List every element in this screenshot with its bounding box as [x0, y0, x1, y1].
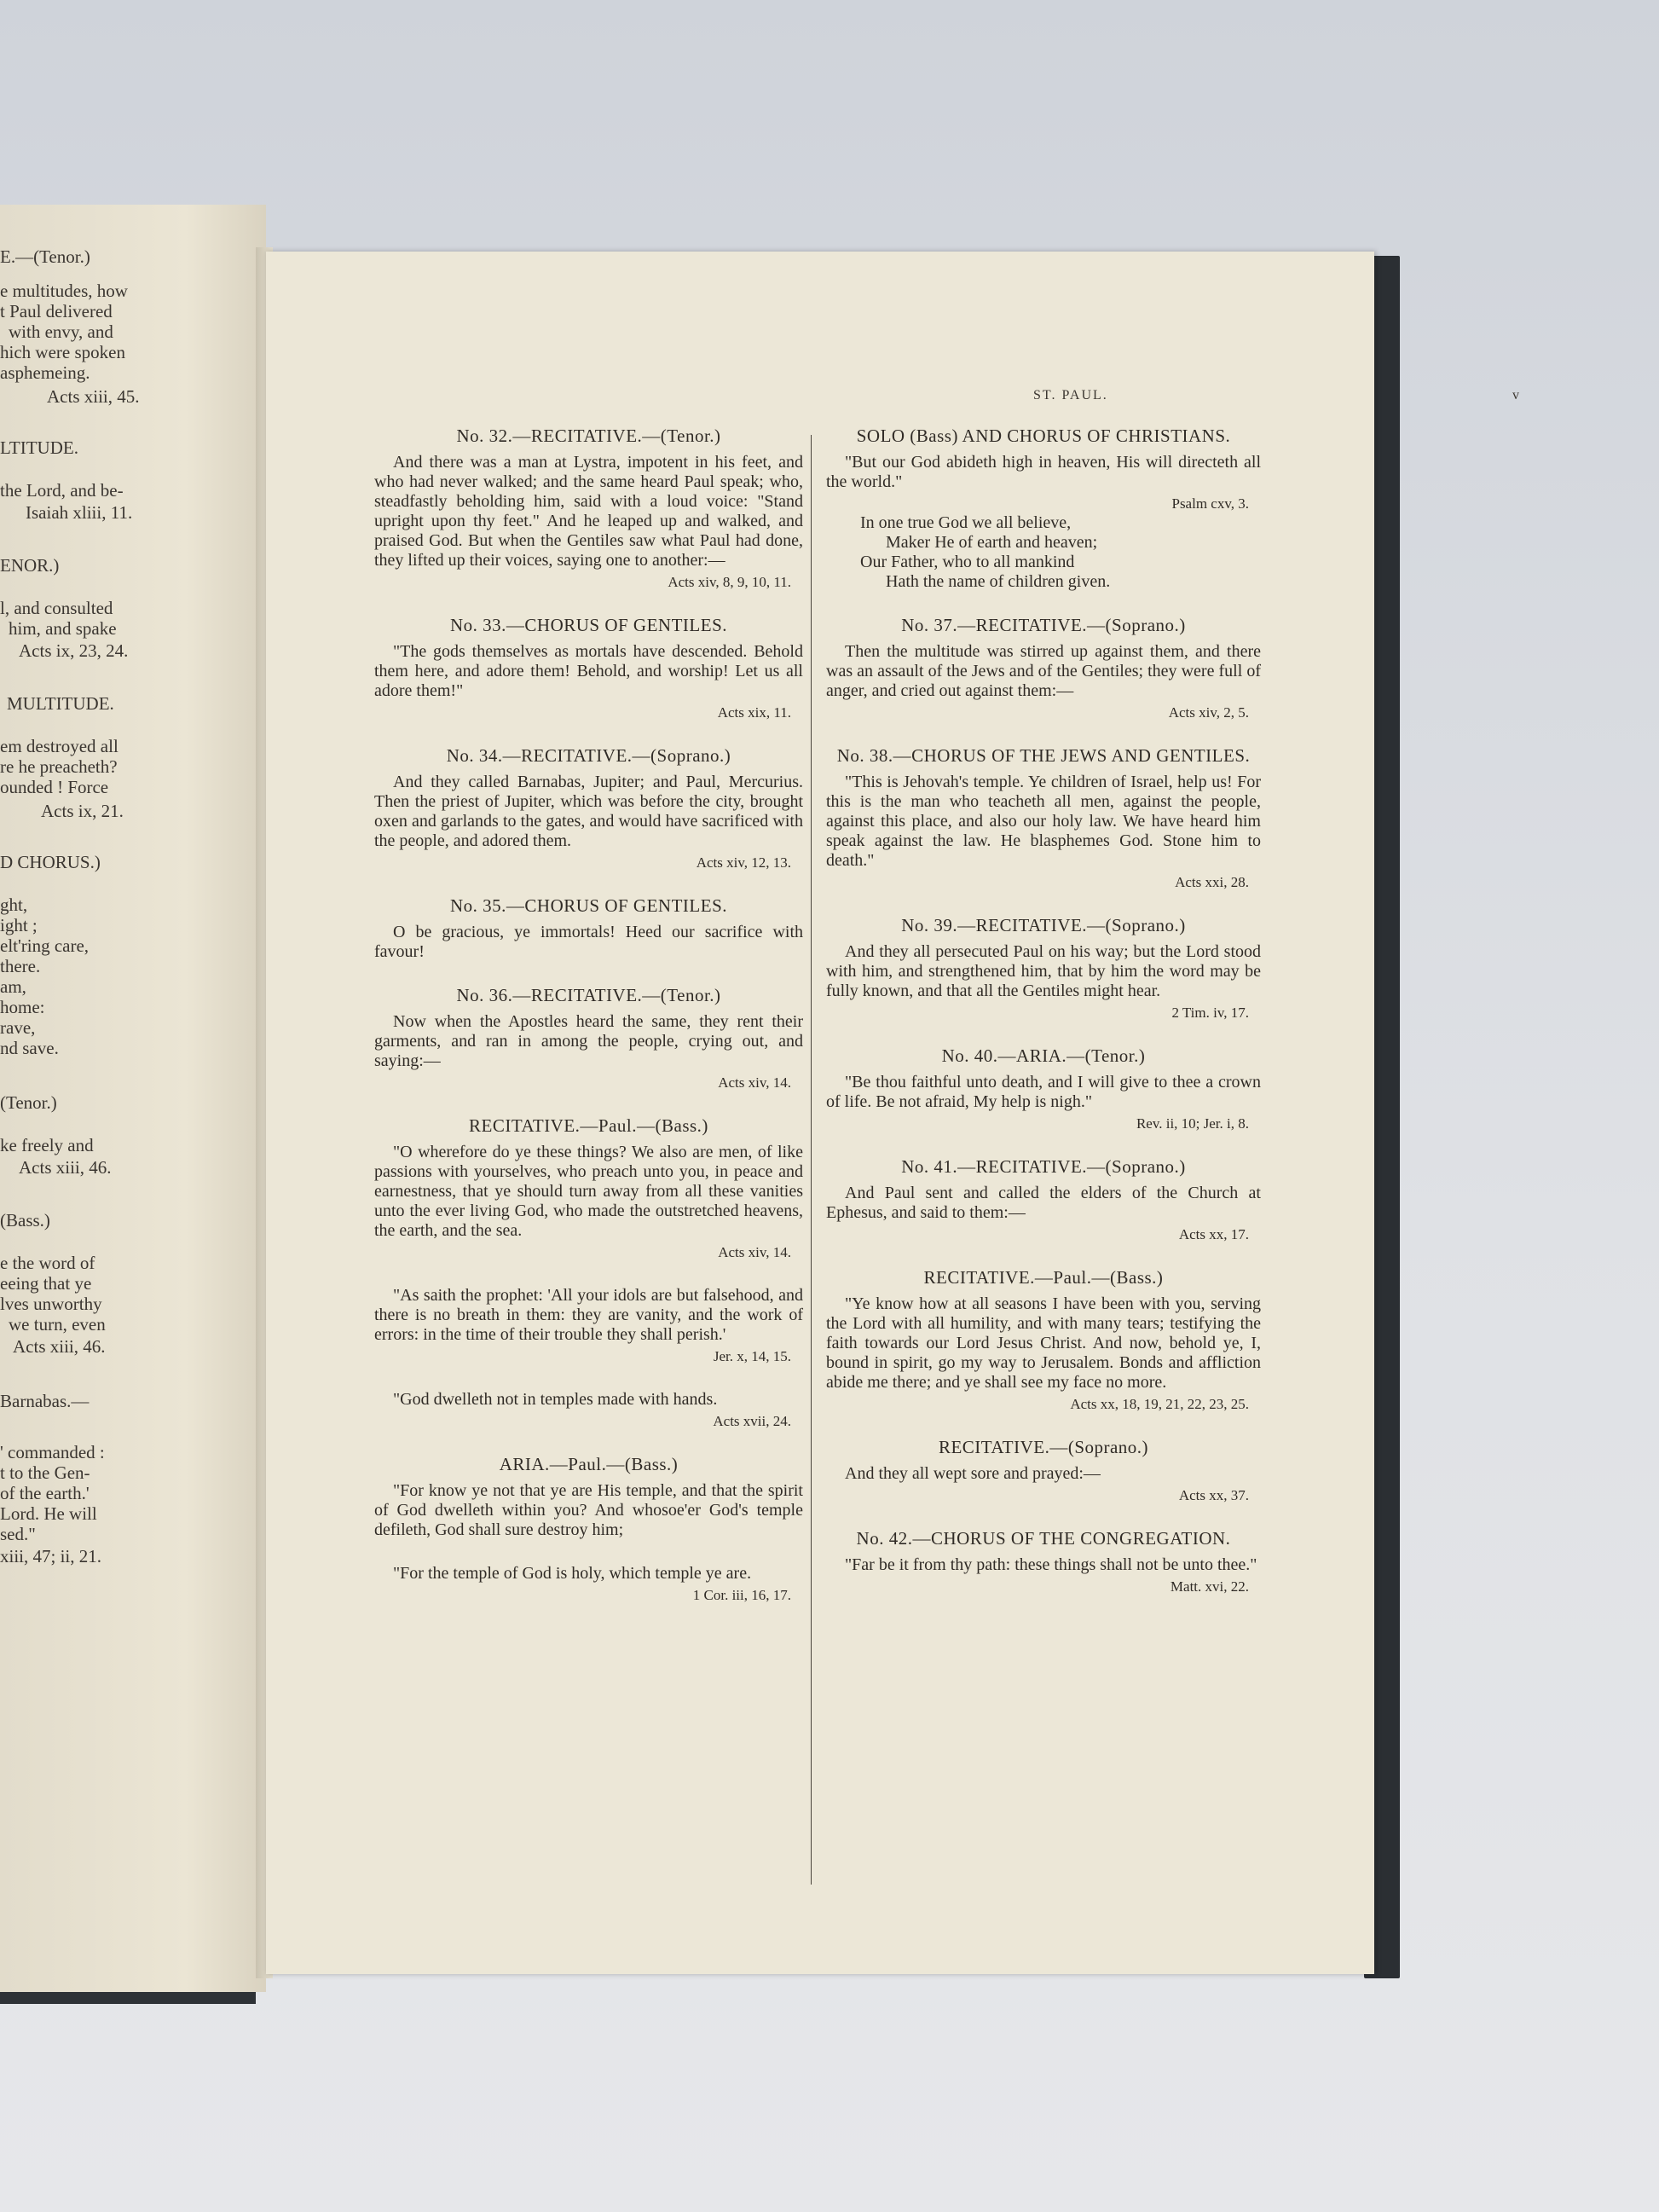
- section-heading: RECITATIVE.—Paul.—(Bass.): [469, 1115, 708, 1136]
- section-heading: No. 32.—RECITATIVE.—(Tenor.): [456, 426, 721, 446]
- libretto-section: [826, 1438, 1261, 1505]
- scripture-reference: Acts xiv, 2, 5.: [1168, 704, 1249, 721]
- left-page-line: e multitudes, how: [0, 281, 128, 301]
- section-text: "Be thou faithful unto death, and I will give to thee a crown of life. Be not afraid, My help is nigh.": [826, 1073, 1261, 1111]
- left-page-line: eeing that ye: [0, 1273, 92, 1294]
- section-text: "For the temple of God is holy, which temple ye are.: [393, 1564, 752, 1583]
- right-column: [826, 426, 1261, 1620]
- section-text: O be gracious, ye immortals! Heed our sacrifice with favour!: [374, 923, 803, 961]
- left-page-line: Acts ix, 21.: [41, 801, 124, 821]
- section-text: "For know ye not that ye are His temple, and that the spirit of God dwelleth within you? And whosoe'er God's temple defileth, God shall sure destroy him;: [374, 1481, 803, 1539]
- section-heading: RECITATIVE.—Paul.—(Bass.): [923, 1267, 1164, 1288]
- left-page-line: elt'ring care,: [0, 935, 90, 956]
- left-page-line: there.: [0, 956, 41, 976]
- libretto-section: [374, 1286, 803, 1366]
- left-page-line: t Paul delivered: [0, 301, 113, 321]
- section-heading: No. 41.—RECITATIVE.—(Soprano.): [901, 1156, 1186, 1177]
- scripture-reference: Acts xiv, 14.: [718, 1074, 791, 1091]
- scripture-reference: Acts xx, 18, 19, 21, 22, 23, 25.: [1070, 1396, 1249, 1412]
- left-page: [0, 205, 266, 1992]
- left-page-line: ke freely and: [0, 1135, 94, 1155]
- libretto-section: [374, 1390, 803, 1431]
- section-heading: No. 40.—ARIA.—(Tenor.): [941, 1045, 1146, 1066]
- libretto-section: [826, 746, 1261, 892]
- left-page-line: rave,: [0, 1017, 36, 1038]
- left-page-line: Acts xiii, 45.: [47, 386, 140, 407]
- left-page-line: Lord. He will: [0, 1503, 97, 1524]
- scripture-reference: Rev. ii, 10; Jer. i, 8.: [1136, 1115, 1249, 1132]
- section-text: "O wherefore do ye these things? We also are men, of like passions with yourselves, who preach unto you, in peace and earnestness, that ye should turn away from all these vanities unto the ever living God, who made the outstretched heavens, the earth, and the sea.: [374, 1143, 803, 1240]
- libretto-section: [374, 986, 803, 1092]
- libretto-section: [826, 1268, 1261, 1414]
- left-page-line: ENOR.): [0, 555, 60, 576]
- left-page-line: t to the Gen-: [0, 1462, 90, 1483]
- left-column: [374, 426, 803, 1629]
- scripture-reference: Acts xx, 17.: [1178, 1226, 1249, 1242]
- left-page-line: D CHORUS.): [0, 852, 101, 872]
- left-page-line: xiii, 47; ii, 21.: [0, 1546, 102, 1566]
- section-heading: RECITATIVE.—(Soprano.): [938, 1437, 1149, 1457]
- verse-line: Hath the name of children given.: [886, 572, 1111, 591]
- left-page-line: em destroyed all: [0, 736, 118, 756]
- running-title: ST. PAUL.: [1033, 388, 1108, 402]
- section-heading: No. 34.—RECITATIVE.—(Soprano.): [446, 745, 731, 766]
- section-heading: No. 42.—CHORUS OF THE CONGREGATION.: [856, 1528, 1231, 1549]
- scripture-reference: Jer. x, 14, 15.: [713, 1348, 791, 1364]
- scripture-reference: Acts xvii, 24.: [713, 1413, 791, 1429]
- libretto-section: [374, 746, 803, 872]
- column-divider: [811, 435, 812, 1885]
- libretto-section: [826, 916, 1261, 1022]
- libretto-section: [826, 1529, 1261, 1596]
- verse-line: In one true God we all believe,: [860, 513, 1072, 532]
- page-number: v: [1512, 388, 1521, 402]
- section-text: And Paul sent and called the elders of the Church at Ephesus, and said to them:—: [826, 1184, 1261, 1222]
- libretto-section: [826, 1157, 1261, 1244]
- libretto-section: [826, 616, 1261, 722]
- scripture-reference: Acts xix, 11.: [717, 704, 791, 721]
- left-page-line: nd save.: [0, 1038, 59, 1058]
- left-page-line: (Tenor.): [0, 1092, 57, 1113]
- section-heading: No. 39.—RECITATIVE.—(Soprano.): [901, 915, 1186, 935]
- scripture-reference: 2 Tim. iv, 17.: [1171, 1005, 1249, 1021]
- section-heading: No. 37.—RECITATIVE.—(Soprano.): [901, 615, 1186, 635]
- section-text: And they all persecuted Paul on his way; but the Lord stood with him, and strengthened him, that by him the word may be fully known, and that all the Gentiles might hear.: [826, 942, 1261, 1000]
- section-text: "This is Jehovah's temple. Ye children of Israel, help us! For this is the man who teacheth all men, against the people, against this place, and also our holy law. We have heard him speak against the law. He blasphemes God. Stone him to death.": [826, 773, 1261, 870]
- section-heading: SOLO (Bass) AND CHORUS OF CHRISTIANS.: [856, 426, 1231, 446]
- section-text: And they called Barnabas, Jupiter; and Paul, Mercurius. Then the priest of Jupiter, which was before the city, brought oxen and garlands to the gates, and would have sacrificed with the people, and adored them.: [374, 773, 803, 850]
- section-text: "God dwelleth not in temples made with hands.: [393, 1390, 718, 1409]
- left-page-line: Isaiah xliii, 11.: [26, 502, 133, 523]
- libretto-section: [826, 426, 1261, 592]
- section-text: "Far be it from thy path: these things shall not be unto thee.": [845, 1555, 1257, 1574]
- left-page-line: Barnabas.—: [0, 1391, 90, 1411]
- section-text: And there was a man at Lystra, impotent in his feet, and who had never walked; and the same heard Paul speak; who, steadfastly beholding him, said with a loud voice: "Stand upright upon thy feet." And he leaped up and walked, and praised God. But when the Gentiles saw what Paul had done, they lifted up their voices, saying one to another:—: [374, 453, 803, 570]
- left-page-line: hich were spoken: [0, 342, 125, 362]
- libretto-section: [374, 1564, 803, 1605]
- scripture-reference: Matt. xvi, 22.: [1170, 1578, 1249, 1595]
- left-page-line: the Lord, and be-: [0, 480, 124, 501]
- libretto-section: [374, 1116, 803, 1262]
- scripture-reference: Acts xiv, 12, 13.: [696, 854, 791, 871]
- section-heading: No. 38.—CHORUS OF THE JEWS AND GENTILES.: [836, 745, 1251, 766]
- left-page-line: LTITUDE.: [0, 437, 78, 458]
- left-page-line: am,: [0, 976, 26, 997]
- scripture-reference: Acts xx, 37.: [1178, 1487, 1249, 1503]
- right-page: [266, 252, 1521, 1974]
- section-text: "But our God abideth high in heaven, His will directeth all the world.": [826, 453, 1261, 491]
- verse-line: Our Father, who to all mankind: [860, 553, 1075, 571]
- scripture-reference: 1 Cor. iii, 16, 17.: [692, 1587, 791, 1603]
- left-page-line: MULTITUDE.: [7, 693, 114, 714]
- libretto-section: [374, 1455, 803, 1540]
- scripture-reference: Acts xiv, 8, 9, 10, 11.: [668, 574, 791, 590]
- left-page-line: with envy, and: [9, 321, 113, 342]
- section-heading: ARIA.—Paul.—(Bass.): [499, 1454, 679, 1474]
- left-page-line: (Bass.): [0, 1210, 50, 1230]
- left-page-line: home:: [0, 997, 45, 1017]
- libretto-section: [374, 426, 803, 592]
- left-page-line: re he preacheth?: [0, 756, 118, 777]
- section-heading: No. 35.—CHORUS OF GENTILES.: [449, 895, 727, 916]
- left-page-line: e the word of: [0, 1253, 95, 1273]
- section-text: Then the multitude was stirred up against them, and there was an assault of the Jews and of the Gentiles; they were full of anger, and cried out against them:—: [826, 642, 1261, 700]
- section-heading: No. 33.—CHORUS OF GENTILES.: [449, 615, 727, 635]
- left-page-line: Acts ix, 23, 24.: [19, 640, 129, 661]
- section-text: "As saith the prophet: 'All your idols are but falsehood, and there is no breath in them: they are vanity, and the work of errors: in the time of their trouble they shall perish.': [374, 1286, 803, 1344]
- left-page-line: asphemeing.: [0, 362, 90, 383]
- section-text: And they all wept sore and prayed:—: [845, 1464, 1101, 1483]
- left-page-line: him, and spake: [9, 618, 117, 639]
- section-heading: No. 36.—RECITATIVE.—(Tenor.): [456, 985, 721, 1005]
- libretto-section: [374, 616, 803, 722]
- section-text: "The gods themselves as mortals have descended. Behold them here, and adore them! Behold, and worship! Let us all adore them!": [374, 642, 803, 700]
- section-text: Now when the Apostles heard the same, they rent their garments, and ran in among the people, crying out, and saying:—: [374, 1012, 803, 1070]
- libretto-section: [374, 896, 803, 962]
- scripture-reference: Psalm cxv, 3.: [1171, 495, 1249, 512]
- left-page-line: ight ;: [0, 915, 38, 935]
- section-text: "Ye know how at all seasons I have been with you, serving the Lord with all humility, and with many tears; testifying the faith towards our Lord Jesus Christ. And now, behold ye, I, bound in spirit, go my way to Jerusalem. Bonds and affliction abide me there; and ye shall see my face no more.: [826, 1294, 1261, 1392]
- scripture-reference: Acts xxi, 28.: [1175, 874, 1249, 890]
- left-page-line: E.—(Tenor.): [0, 246, 90, 267]
- verse-line: Maker He of earth and heaven;: [886, 533, 1098, 552]
- libretto-section: [826, 1046, 1261, 1133]
- left-page-line: we turn, even: [9, 1314, 106, 1335]
- left-page-line: l, and consulted: [0, 598, 113, 618]
- scripture-reference: Acts xiv, 14.: [718, 1244, 791, 1260]
- left-page-line: Acts xiii, 46.: [13, 1336, 106, 1357]
- left-page-line: ounded ! Force: [0, 777, 109, 797]
- left-page-line: ' commanded :: [0, 1442, 105, 1462]
- left-page-line: of the earth.': [0, 1483, 90, 1503]
- left-page-line: ght,: [0, 895, 28, 915]
- left-page-line: Acts xiii, 46.: [19, 1157, 112, 1178]
- left-page-line: sed.": [0, 1524, 36, 1544]
- left-page-line: lves unworthy: [0, 1294, 102, 1314]
